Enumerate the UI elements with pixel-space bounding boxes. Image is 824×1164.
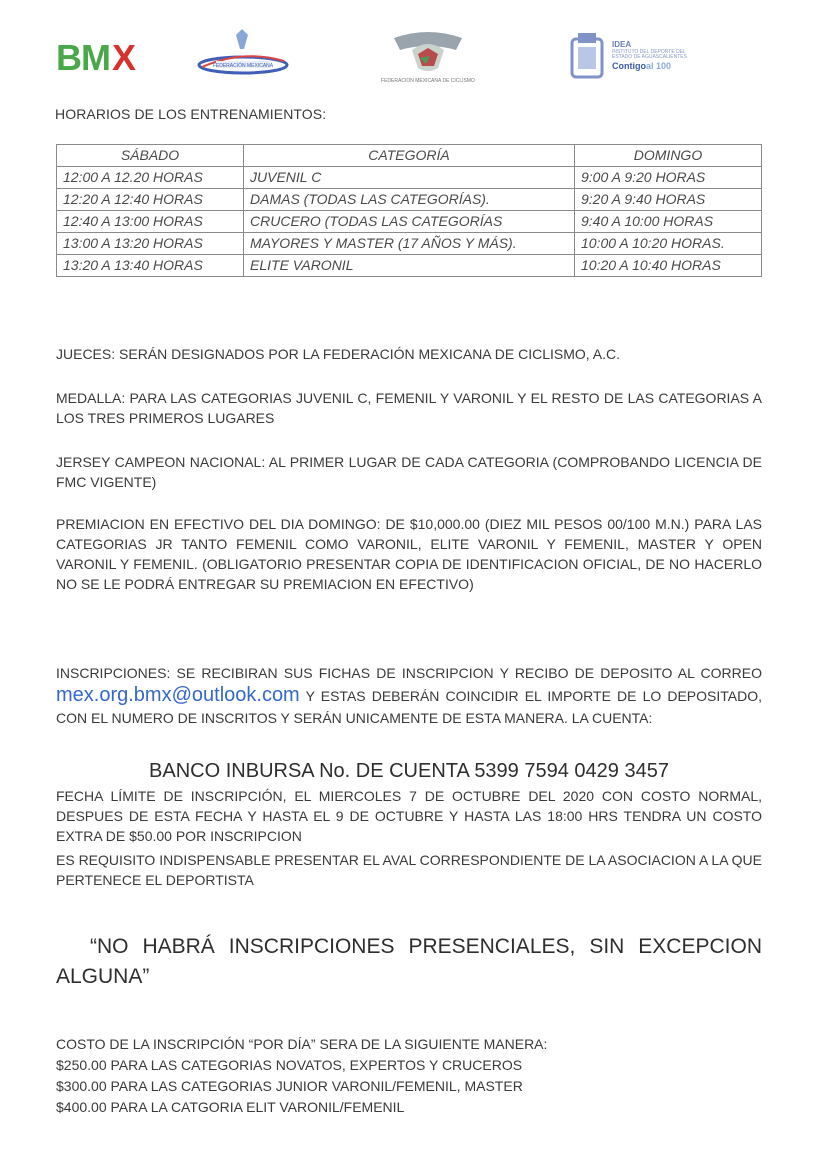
- cell-categoria: ELITE VARONIL: [244, 255, 575, 277]
- table-row: [57, 233, 762, 255]
- cost-line: $300.00 PARA LAS CATEGORIAS JUNIOR VARONIL/FEMENIL, MASTER: [56, 1078, 523, 1094]
- cell-domingo: 9:40 A 10:00 HORAS: [575, 211, 762, 233]
- svg-text:M: M: [81, 37, 111, 78]
- no-presenciales-notice: “NO HABRÁ INSCRIPCIONES PRESENCIALES, SIN EXCEPCION ALGUNA”: [56, 935, 762, 988]
- schedule-heading: HORARIOS DE LOS ENTRENAMIENTOS:: [55, 106, 327, 122]
- cost-line: $400.00 PARA LA CATGORIA ELIT VARONIL/FEMENIL: [56, 1099, 405, 1115]
- idea-slogan-a: Contigo: [612, 61, 646, 72]
- table-row: [57, 189, 762, 211]
- header-categoria: CATEGORÍA: [244, 145, 575, 167]
- header-sabado: SÁBADO: [57, 145, 244, 167]
- cell-sabado: 12:40 A 13:00 HORAS: [57, 211, 244, 233]
- costs-list: [56, 1034, 547, 1118]
- svg-text:X: X: [112, 37, 137, 78]
- cost-line: COSTO DE LA INSCRIPCIÓN “POR DÍA” SERA DE LA SIGUIENTE MANERA:: [56, 1036, 548, 1052]
- cell-domingo: 10:00 A 10:20 HORAS.: [575, 233, 762, 255]
- jersey-paragraph: JERSEY CAMPEON NACIONAL: AL PRIMER LUGAR DE CADA CATEGORIA (COMPROBANDO LICENCIA DE FMC VIGENTE): [56, 454, 762, 490]
- schedule-table: [56, 144, 762, 277]
- federation-logo: [196, 26, 290, 86]
- idea-title: IDEA: [612, 40, 632, 50]
- federation-logo-graphic: [196, 27, 290, 85]
- cell-categoria: CRUCERO (TODAS LAS CATEGORÍAS: [244, 211, 575, 233]
- fmc-logo-graphic: [388, 28, 468, 76]
- table-row: [57, 211, 762, 233]
- inscripciones-text-2: Y ESTAS DEBERÁN COINCIDIR EL IMPORTE DE LO DEPOSITADO, CON EL NUMERO DE INSCRITOS Y SERÁN UNICAMENTE DE ESTA MANERA. LA CUENTA:: [56, 688, 762, 726]
- idea-slogan-b: al 100: [646, 61, 672, 72]
- table-row: [57, 167, 762, 189]
- cell-sabado: 13:00 A 13:20 HORAS: [57, 233, 244, 255]
- cost-line: $250.00 PARA LAS CATEGORIAS NOVATOS, EXPERTOS Y CRUCEROS: [56, 1057, 523, 1073]
- jueces-paragraph: JUECES: SERÁN DESIGNADOS POR LA FEDERACIÓN MEXICANA DE CICLISMO, A.C.: [56, 346, 621, 362]
- cell-categoria: JUVENIL C: [244, 167, 575, 189]
- cell-sabado: 12:00 A 12.20 HORAS: [57, 167, 244, 189]
- fecha-limite-paragraph: FECHA LÍMITE DE INSCRIPCIÓN, EL MIERCOLES 7 DE OCTUBRE DEL 2020 CON COSTO NORMAL, DESPUES DE ESTA FECHA Y HASTA EL 9 DE OCTUBRE Y HASTA LAS 18:00 HRS TENDRA UN COSTO EXTRA DE $50.00 POR INSCRIPCION: [56, 788, 762, 844]
- fmc-caption: FEDERACION MEXICANA DE CICLISMO: [381, 78, 475, 84]
- inscripciones-paragraph: [56, 662, 762, 729]
- svg-text:FEDERACIÓN MEXICANA: FEDERACIÓN MEXICANA: [212, 63, 274, 69]
- cell-domingo: 10:20 A 10:40 HORAS: [575, 255, 762, 277]
- bank-label: No. DE CUENTA: [313, 760, 475, 782]
- bank-account: [56, 758, 762, 784]
- bank-name: BANCO INBURSA: [149, 760, 314, 782]
- cell-categoria: DAMAS (TODAS LAS CATEGORÍAS).: [244, 189, 575, 211]
- fmc-logo: [372, 26, 484, 86]
- email-link[interactable]: mex.org.bmx@outlook.com: [56, 684, 300, 706]
- bmx-logo-graphic: [54, 34, 144, 78]
- cell-sabado: 13:20 A 13:40 HORAS: [57, 255, 244, 277]
- inscripciones-text-1: INSCRIPCIONES: SE RECIBIRAN SUS FICHAS DE INSCRIPCION Y RECIBO DE DEPOSITO AL CORREO: [56, 665, 762, 681]
- bank-number: 5399 7594 0429 3457: [474, 760, 669, 782]
- medalla-paragraph: MEDALLA: PARA LAS CATEGORIAS JUVENIL C, FEMENIL Y VARONIL Y EL RESTO DE LAS CATEGORIAS A LOS TRES PRIMEROS LUGARES: [56, 390, 762, 426]
- cell-domingo: 9:00 A 9:20 HORAS: [575, 167, 762, 189]
- cell-categoria: MAYORES Y MASTER (17 AÑOS Y MÁS).: [244, 233, 575, 255]
- idea-subtitle: INSTITUTO DEL DEPORTE DEL ESTADO DE AGUASCALIENTES: [612, 48, 687, 61]
- cell-sabado: 12:20 A 12:40 HORAS: [57, 189, 244, 211]
- table-row: [57, 255, 762, 277]
- idea-slogan: [612, 61, 692, 71]
- idea-logo: [568, 26, 728, 86]
- header-domingo: DOMINGO: [575, 145, 762, 167]
- table-header-row: [57, 145, 762, 167]
- cell-domingo: 9:20 A 9:40 HORAS: [575, 189, 762, 211]
- bmx-logo: [54, 26, 144, 86]
- requisito-paragraph: ES REQUISITO INDISPENSABLE PRESENTAR EL AVAL CORRESPONDIENTE DE LA ASOCIACION A LA QUE PERTENECE EL DEPORTISTA: [56, 852, 762, 888]
- idea-text-block: [612, 40, 692, 71]
- premiacion-paragraph: PREMIACION EN EFECTIVO DEL DIA DOMINGO: DE $10,000.00 (DIEZ MIL PESOS 00/100 M.N.) PARA LAS CATEGORIAS JR TANTO FEMENIL COMO VARONIL, ELITE VARONIL Y FEMENIL, MASTER Y OPEN VARONIL Y FEMENIL. (OBLIGATORIO PRESENTAR COPIA DE IDENTIFICACION OFICIAL, DE NO HACERLO NO SE LE PODRÁ ENTREGAR SU PREMIACION EN EFECTIVO): [56, 516, 762, 592]
- svg-text:B: B: [56, 37, 82, 78]
- idea-emblem-icon: [568, 29, 606, 83]
